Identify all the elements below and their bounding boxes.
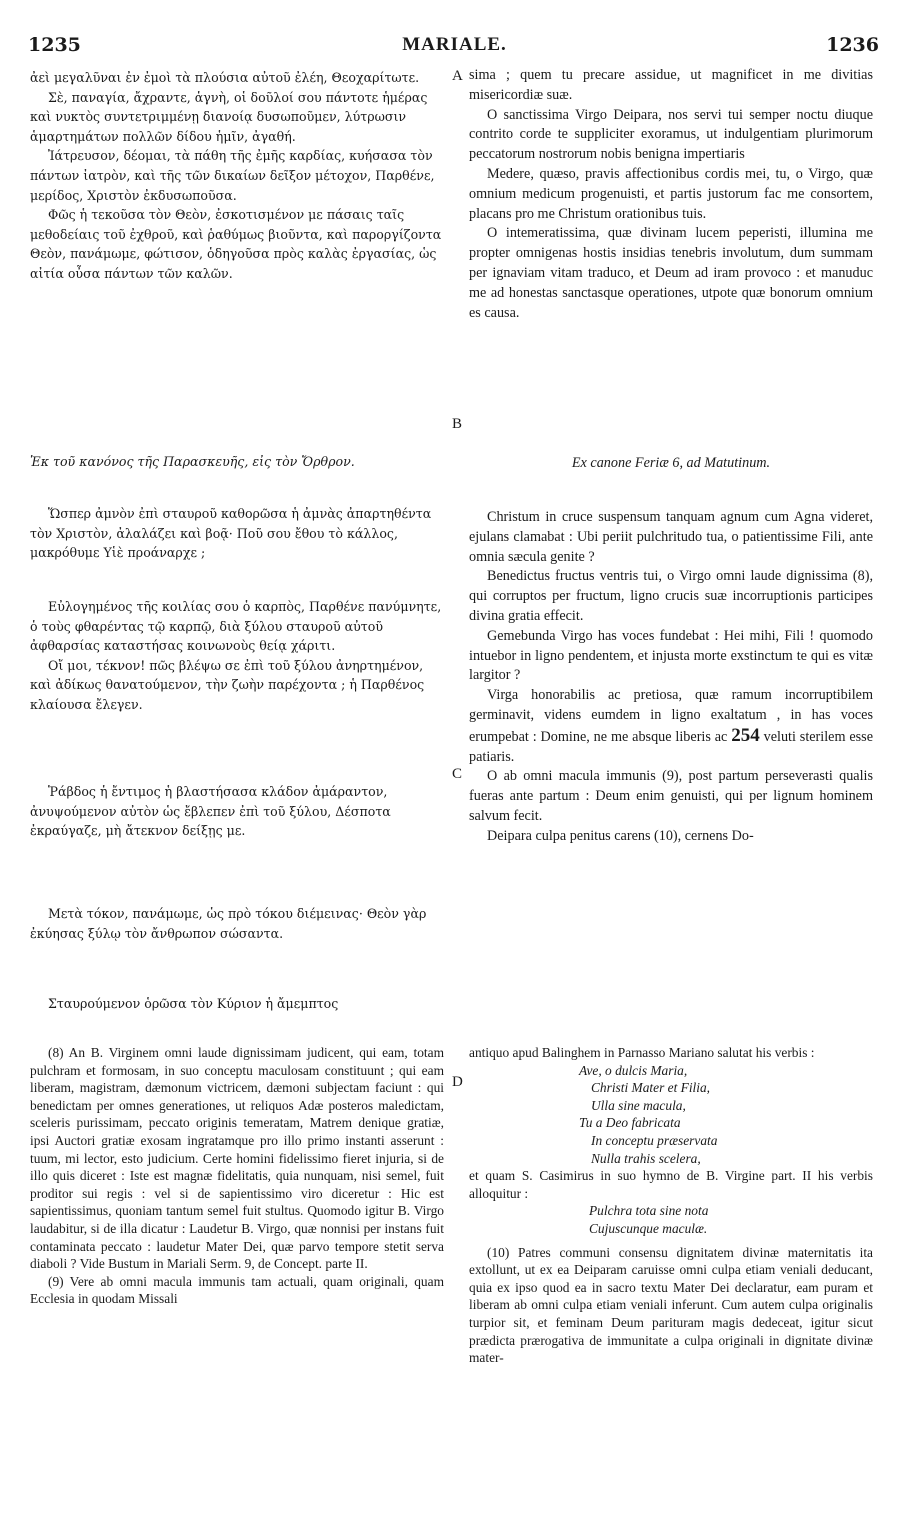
greek-paragraph: Ὥσπερ ἀμνὸν ἐπὶ σταυροῦ καθορῶσα ἡ ἀμνὰς ἀπαρτηθέντα τὸν Χριστὸν, ἀλαλάζει καὶ βοᾷ· Ποῦ σου ἔθου τὸ κάλλος, μακρόθυμε Υἱὲ προάναρχε ; [30, 506, 432, 561]
latin-text: Virga honorabilis ac pretiosa, quæ ramum incorruptibilem germinavit, videns eumdem in ligno exaltatum , in has voces erumpebat : Domine, ne me absque liberis ac [469, 687, 873, 745]
margin-marker-b: B [452, 416, 463, 432]
margin-marker-a: A [452, 68, 463, 84]
greek-block-3 [30, 597, 448, 715]
verse-line: Cujuscunque maculæ. [589, 1220, 708, 1236]
greek-block-4 [30, 782, 448, 841]
greek-paragraph: Φῶς ἡ τεκοῦσα τὸν Θεὸν, ἐσκοτισμένον με πάσαις ταῖς μεθοδείαις τοῦ ἐχθροῦ, καὶ ῥαθύμως βιοῦντα, καὶ παροργίζοντα Θεὸν, πανάμωμε, φώτισον, ὁδηγοῦσα πρὸς καλὰς ἐργασίας, ὡς αἰτία οὖσα πάντων τῶν καλῶν. [30, 207, 442, 281]
latin-text: veluti sterilem esse patiaris. [469, 728, 874, 765]
latin-paragraph: Christum in cruce suspensum tanquam agnum cum Agna videret, ejulans clamabat : Ubi periit pulchritudo tua, o patientissime Fili, ante omnia sæcula genite ? [469, 509, 873, 565]
latin-paragraph: Medere, quæso, pravis affectionibus cordis mei, tu, o Virgo, quæ omnium medicum progenuisti, et partis justorum fac me consortem, placans pro me Christum orationibus tuis. [469, 165, 873, 222]
latin-paragraph: Benedictus fructus ventris tui, o Virgo omni laude dignissima (8), qui corruptos per fructum, ligno crucis suæ incorruptionis participes divina gratia effecit. [469, 568, 873, 624]
latin-paragraph: O intemeratissima, quæ divinam lucem peperisti, illumina me propter omnigenas hostis insidias tenebris involutum, dum summam per ignaviam vitam traduco, et Deum ad iram provoco : et manuduc me ad honestas sanctasque operationes, utpote quæ bonorum omnium es causa. [469, 225, 873, 321]
greek-paragraph: Οἴ μοι, τέκνον! πῶς βλέψω σε ἐπὶ τοῦ ξύλου ἀνηρτημένον, καὶ ἀδίκως θανατούμενον, τὴν ζωὴν παρέχοντα ; ἡ Παρθένος κλαίουσα ἔλεγεν. [30, 657, 425, 712]
footnote-8: (8) An B. Virginem omni laude dignissimam judicent, qui eam, totam pulchram et formosam, in suo conceptu maculosam constituunt ; qui eam liberam, magistram, dæmonum victricem, dæmoni subjectam faciunt : qui benedictam per omnes generationes, ut reliquos Adæ posteros maledictam, sceleris purissimam, peccato originis temeratam, Matrem denique gratiæ, ipsi Auctori gratiæ exosam ingratamque pro illo primo instanti asserunt : tuum, mi lector, esto judicium. Certe homini fidelissimo fieret injuria, si de illo quis diceret : Iste est magnæ fidelitatis, quia nunquam, nisi semel, fuit proditor sui regis : vel si de sapientissimo viro diceretur : Hic est sapientissimus, quoniam tantum semel fuit stultus. Quomodo igitur B. Virgo laudabitur, si de illa dicatur : Laudetur B. Virgo, quæ nonnisi per instans fuit contaminata peccato : laudetur Mater Dei, quæ parvo tempore stetit serva diaboli ? Vide Bustum in Mariali Serm. 9, de Concept. parte II. [30, 1045, 444, 1272]
latin-block-2 [469, 508, 873, 847]
footnote-9: (9) Vere ab omni macula immunis tam actuali, quam originali, quam Ecclesia in quodam Missali [30, 1273, 444, 1307]
latin-paragraph: sima ; quem tu precare assidue, ut magnificet in me divitias misericordiæ suæ. [469, 67, 873, 103]
column-number: 254 [731, 724, 760, 746]
page-number-left: 1235 [28, 34, 81, 56]
greek-paragraph: Σὲ, παναγία, ἄχραντε, ἁγνὴ, οἱ δοῦλοί σου πάντοτε ἡμέρας καὶ νυκτὸς συντετριμμένῃ διανοίᾳ δυσωποῦμεν, λύτρωσιν ἁμαρτημάτων πολλῶν δίδου ἡμῖν, ἀγαθή. [30, 89, 428, 144]
greek-block-2 [30, 504, 448, 563]
footnote-10: (10) Patres communi consensu dignitatem divinæ maternitatis ita extollunt, ut ex ea Deiparam caruisse omni culpa etiam veniali deducant, quia ex ipso quod ea in sacro textu Mater Dei declaratur, eam puram et liberam ab omni culpa etiam veniali inferunt. Cum autem culpa originalis turpior sit, et feminam Deum parituram magis dedeceat, igitur sicut prædicta prærogativa de immunitate a culpa originali in dignitate divinæ mater- [469, 1244, 873, 1366]
greek-block-1 [30, 68, 448, 284]
footnote-continuation: antiquo apud Balinghem in Parnasso Mariano salutat his verbis : [469, 1045, 815, 1060]
latin-heading: Ex canone Feriæ 6, ad Matutinum. [571, 455, 771, 471]
verse-line: Ave, o dulcis Maria, [579, 1062, 688, 1078]
greek-block-6 [30, 994, 448, 1014]
greek-paragraph: Ῥάβδος ἡ ἔντιμος ἡ βλαστήσασα κλάδον ἀμάραντον, ἀνυψούμενον αὐτὸν ὡς ἔβλεπεν ἐπὶ τοῦ ξύλου, Δέσποτα ἐκραύγαζε, μὴ ἄτεκνον δείξῃς με. [30, 784, 391, 839]
running-title: MARIALE. [402, 34, 507, 55]
latin-paragraph: O ab omni macula immunis (9), post partum perseverasti qualis fueras ante partum : Deum enim genuisti, qui per lignum hominem salvum fecit. [469, 768, 873, 824]
verse-line: Christi Mater et Filia, [591, 1080, 711, 1096]
latin-paragraph: Gemebunda Virgo has voces fundebat : Hei mihi, Fili ! quomodo intuebor in ligno pendentem, et injusta morte exstinctum te qui es vitæ largitor ? [469, 627, 873, 684]
latin-paragraph: Deipara culpa penitus carens (10), cernens Do- [487, 827, 754, 844]
verse-line: Nulla trahis scelera, [591, 1150, 701, 1166]
verse-line: Tu a Deo fabricata [579, 1115, 681, 1131]
latin-paragraph [469, 686, 873, 767]
footnote-continuation: et quam S. Casimirus in suo hymno de B. Virgine part. II his verbis alloquitur : [469, 1168, 873, 1201]
greek-paragraph: ἀεὶ μεγαλῦναι ἐν ἐμοὶ τὰ πλούσια αὐτοῦ ἐλέη, Θεοχαρίτωτε. [30, 70, 420, 85]
page-number-right: 1236 [826, 34, 879, 56]
latin-block-1 [469, 66, 873, 323]
greek-paragraph: Εὐλογημένος τῆς κοιλίας σου ὁ καρπὸς, Παρθένε πανύμνητε, ὁ τοὺς φθαρέντας τῷ καρπῷ, διὰ ξύλου σταυροῦ αὐτοῦ ἀφθαρσίας καταστήσας κοινωνοὺς θείᾳ χάριτι. [30, 599, 442, 654]
verse-pulchra-tota [589, 1202, 873, 1237]
latin-paragraph: O sanctissima Virgo Deipara, nos servi tui semper noctu diuque contrito corde te suppliciter exoramus, ut indulgentiam plurimorum peccatorum nostrorum nobis benigna impertiaris [469, 106, 873, 163]
greek-paragraph: Σταυρούμενον ὁρῶσα τὸν Κύριον ἡ ἄμεμπτος [48, 996, 339, 1011]
verse-line: Pulchra tota sine nota [589, 1203, 709, 1219]
greek-block-5 [30, 904, 448, 943]
footnotes-right [469, 1044, 873, 1367]
margin-marker-c: C [452, 766, 463, 782]
greek-heading: Ἐκ τοῦ κανόνος τῆς Παρασκευῆς, εἰς τὸν Ὄρθρον. [30, 454, 355, 469]
verse-ave-maria [579, 1062, 873, 1168]
footnotes-left [30, 1044, 444, 1308]
margin-marker-d: D [452, 1074, 463, 1090]
verse-line: In conceptu præservata [591, 1132, 718, 1148]
greek-paragraph: Μετὰ τόκον, πανάμωμε, ὡς πρὸ τόκου διέμεινας· Θεὸν γὰρ ἐκύησας ξύλῳ τὸν ἄνθρωπον σώσαντα. [30, 906, 427, 941]
greek-paragraph: Ἰάτρευσον, δέομαι, τὰ πάθη τῆς ἐμῆς καρδίας, κυήσασα τὸν πάντων ἰατρὸν, καὶ τῆς τῶν δικαίων δεῖξον μέτοχον, Παρθένε, μερίδος, Χριστὸν ἐκδυσωποῦσα. [30, 148, 435, 203]
verse-line: Ulla sine macula, [591, 1097, 686, 1113]
